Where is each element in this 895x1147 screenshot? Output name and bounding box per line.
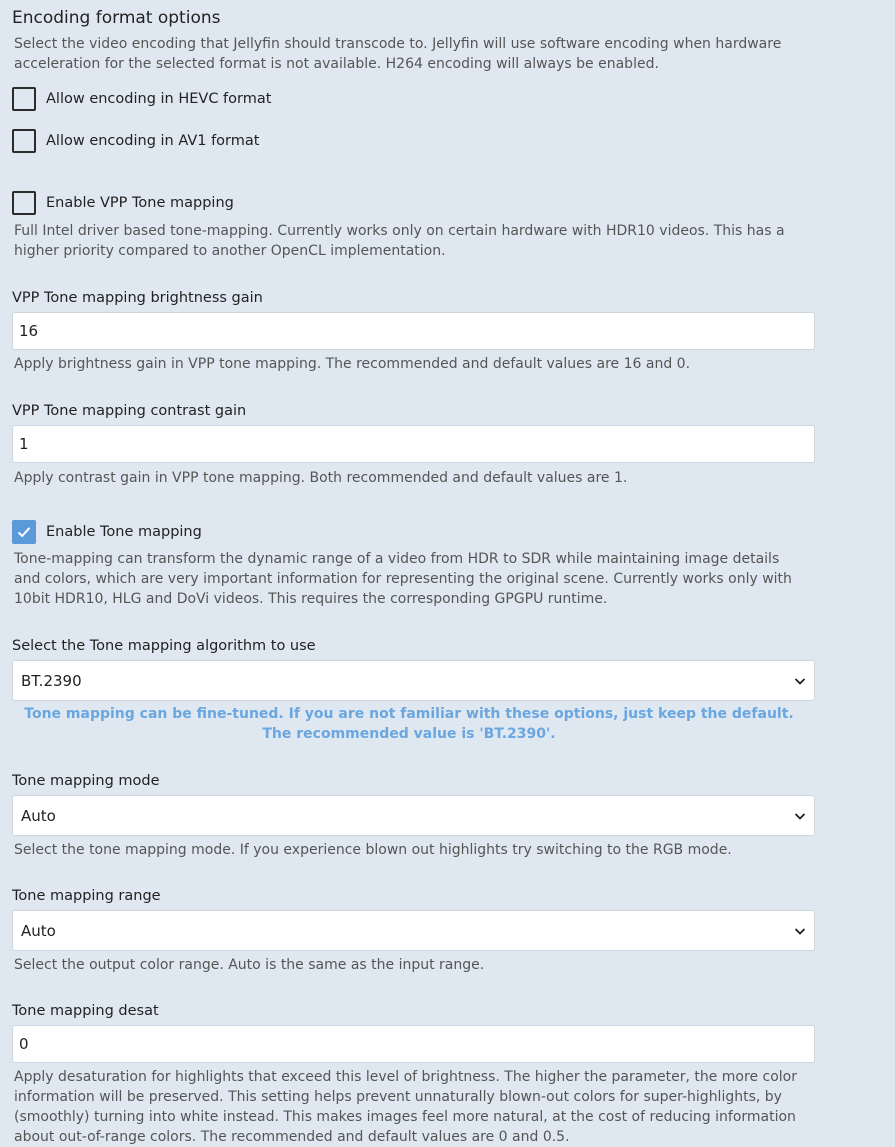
mode-label: Tone mapping mode: [12, 773, 160, 789]
desat-label: Tone mapping desat: [12, 1003, 159, 1019]
mode-value: Auto: [21, 806, 56, 825]
vpp-tonemap-checkbox[interactable]: [12, 191, 36, 215]
range-description: Select the output color range. Auto is the same as the input range.: [14, 957, 485, 973]
range-select[interactable]: [12, 910, 815, 951]
vpp-contrast-value: 1: [19, 435, 29, 453]
hevc-checkbox[interactable]: [12, 87, 36, 111]
mode-description: Select the tone mapping mode. If you experience blown out highlights try switching to the RGB mode.: [14, 842, 732, 858]
vpp-contrast-description: Apply contrast gain in VPP tone mapping. Both recommended and default values are 1.: [14, 470, 628, 486]
section-title: Encoding format options: [12, 8, 221, 28]
vpp-brightness-input[interactable]: [12, 312, 815, 350]
vpp-tonemap-description: Full Intel driver based tone-mapping. Currently works only on certain hardware with HDR10 videos. This has a higher priority compared to another OpenCL implementation.: [14, 223, 785, 259]
range-value: Auto: [21, 921, 56, 940]
vpp-tonemap-checkbox-row[interactable]: [12, 189, 234, 217]
av1-checkbox-row[interactable]: [12, 127, 259, 155]
hevc-checkbox-label: Allow encoding in HEVC format: [46, 91, 272, 107]
chevron-down-icon: [786, 796, 814, 835]
vpp-tonemap-checkbox-label: Enable VPP Tone mapping: [46, 195, 234, 211]
range-label: Tone mapping range: [12, 888, 161, 904]
section-description: Select the video encoding that Jellyfin should transcode to. Jellyfin will use software encoding when hardware acceleration for the selected format is not available. H264 encoding will always be enabled.: [14, 36, 782, 72]
algorithm-value: BT.2390: [21, 671, 82, 690]
algorithm-label: Select the Tone mapping algorithm to use: [12, 638, 316, 654]
desat-description: Apply desaturation for highlights that exceed this level of brightness. The higher the parameter, the more color information will be preserved. This setting helps prevent unnaturally blown-out colors for super-highlights, by (smoothly) turning into white instead. This makes images feel more natural, at the cost of reducing information about out-of-range colors. The recommended and default values are 0 and 0.5.: [14, 1069, 797, 1145]
algorithm-hint: Tone mapping can be fine-tuned. If you are not familiar with these options, just keep the default. The recommended value is 'BT.2390'.: [24, 706, 794, 742]
desat-input[interactable]: [12, 1025, 815, 1063]
vpp-brightness-label: VPP Tone mapping brightness gain: [12, 290, 263, 306]
tonemap-checkbox[interactable]: [12, 520, 36, 544]
hevc-checkbox-row[interactable]: [12, 85, 271, 113]
vpp-brightness-value: 16: [19, 322, 39, 340]
vpp-brightness-description: Apply brightness gain in VPP tone mapping. The recommended and default values are 16 and 0.: [14, 356, 691, 372]
desat-value: 0: [19, 1035, 29, 1053]
vpp-contrast-label: VPP Tone mapping contrast gain: [12, 403, 247, 419]
av1-checkbox-label: Allow encoding in AV1 format: [46, 133, 260, 149]
algorithm-select[interactable]: [12, 660, 815, 701]
tonemap-checkbox-row[interactable]: [12, 518, 202, 546]
chevron-down-icon: [786, 661, 814, 700]
checkmark-icon: [16, 524, 32, 540]
av1-checkbox[interactable]: [12, 129, 36, 153]
chevron-down-icon: [786, 911, 814, 950]
vpp-contrast-input[interactable]: [12, 425, 815, 463]
mode-select[interactable]: [12, 795, 815, 836]
tonemap-checkbox-label: Enable Tone mapping: [46, 524, 202, 540]
tonemap-description: Tone-mapping can transform the dynamic range of a video from HDR to SDR while maintaining image details and colors, which are very important information for representing the original scene. Currently works only with 10bit HDR10, HLG and DoVi videos. This requires the corresponding GPGPU runtime.: [14, 551, 792, 607]
